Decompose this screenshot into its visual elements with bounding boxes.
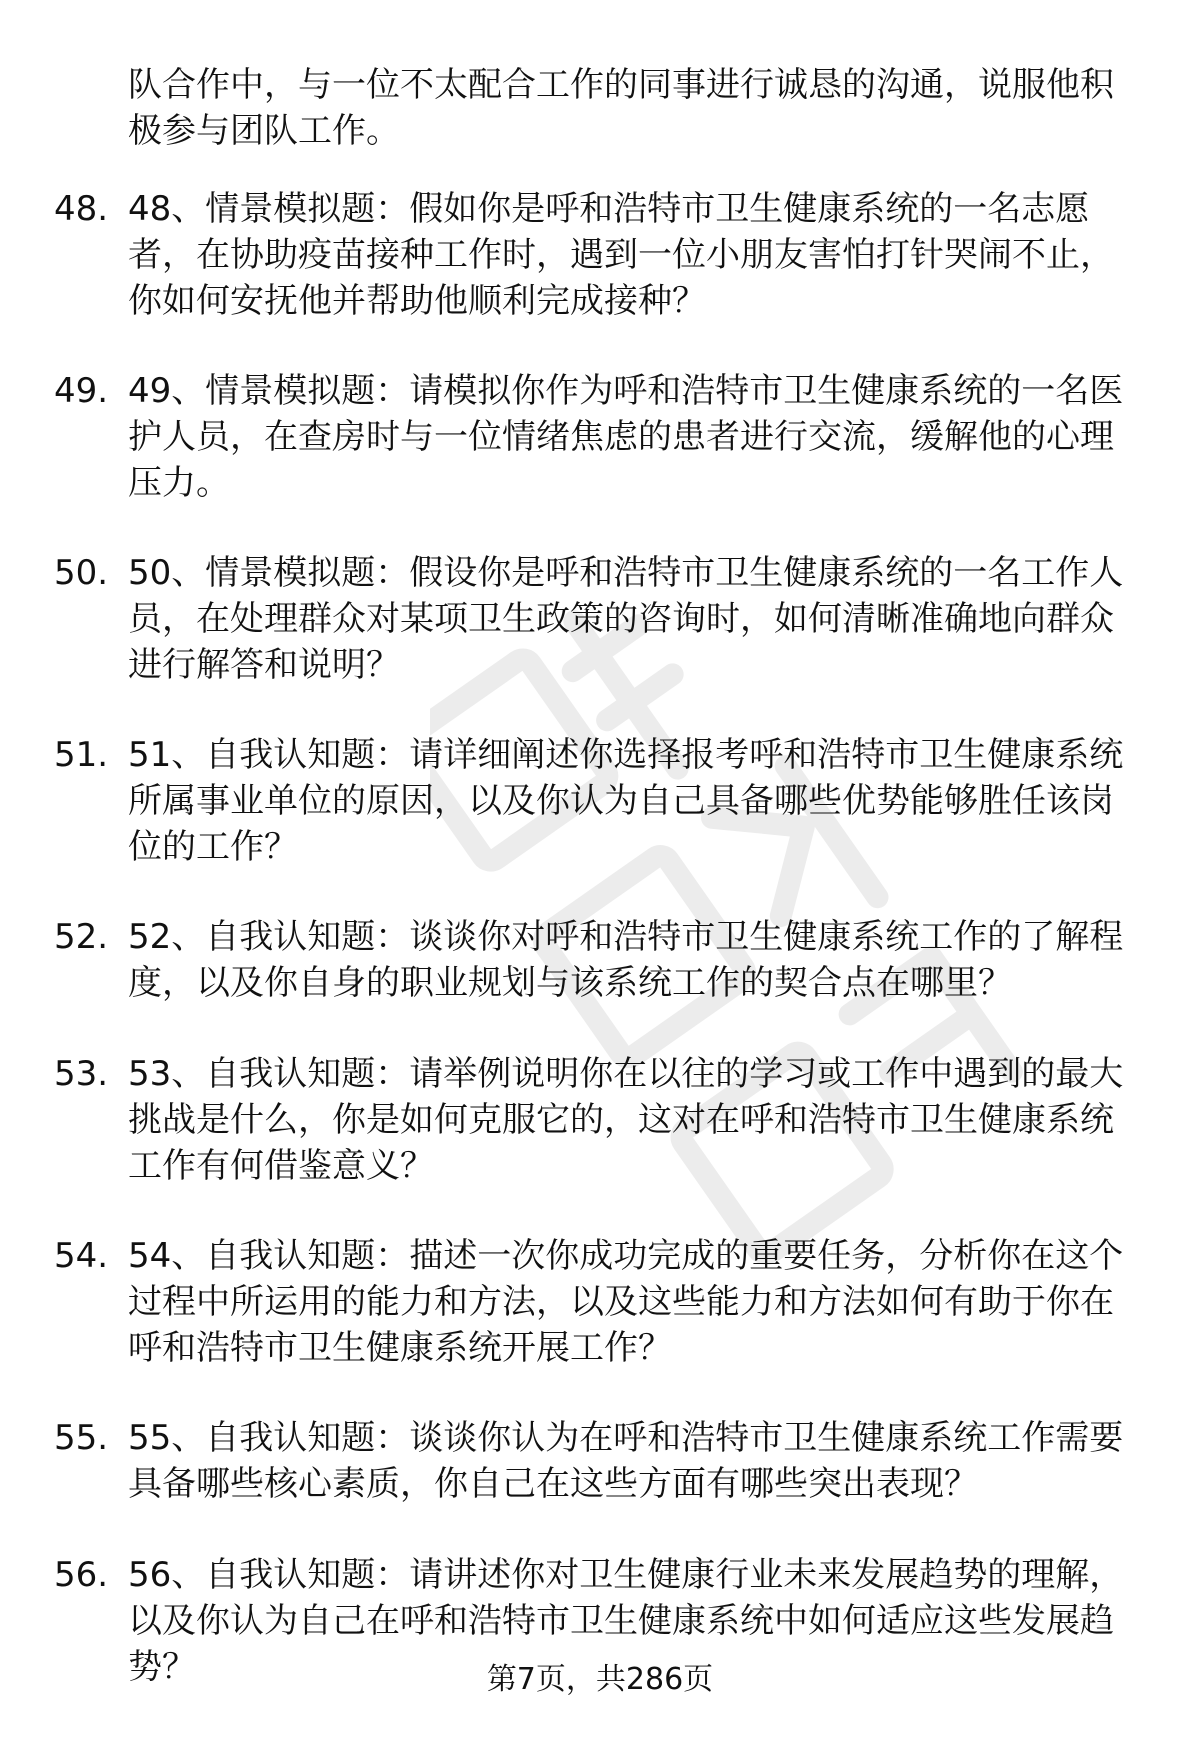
continuation-text: 队合作中，与一位不太配合工作的同事进行诚恳的沟通，说服他积极参与团队工作。 <box>128 65 1114 151</box>
page-number-text: 第7页，共286页 <box>486 1662 714 1697</box>
list-item <box>0 550 1200 732</box>
list-item <box>0 914 1200 1051</box>
question-text: 50、情景模拟题：假设你是呼和浩特市卫生健康系统的一名工作人员，在处理群众对某项卫生政策的咨询时，如何清晰准确地向群众进行解答和说明？ <box>128 553 1124 685</box>
question-number: 48. <box>54 189 109 229</box>
question-number: 51. <box>54 735 109 775</box>
question-text: 49、情景模拟题：请模拟你作为呼和浩特市卫生健康系统的一名医护人员，在查房时与一位情绪焦虑的患者进行交流，缓解他的心理压力。 <box>128 371 1124 503</box>
list-item <box>0 1051 1200 1233</box>
list-item <box>0 1415 1200 1552</box>
question-number: 52. <box>54 917 109 957</box>
question-text: 51、自我认知题：请详细阐述你选择报考呼和浩特市卫生健康系统所属事业单位的原因，以及你认为自己具备哪些优势能够胜任该岗位的工作？ <box>128 735 1124 867</box>
list-item <box>0 732 1200 914</box>
list-item <box>0 1233 1200 1415</box>
question-number: 55. <box>54 1418 109 1458</box>
question-text: 52、自我认知题：谈谈你对呼和浩特市卫生健康系统工作的了解程度，以及你自身的职业规划与该系统工作的契合点在哪里？ <box>128 917 1124 1003</box>
question-number: 53. <box>54 1054 109 1094</box>
question-list <box>0 186 1200 1734</box>
question-text: 55、自我认知题：谈谈你认为在呼和浩特市卫生健康系统工作需要具备哪些核心素质，你自己在这些方面有哪些突出表现？ <box>128 1418 1124 1504</box>
question-number: 54. <box>54 1236 109 1276</box>
list-item <box>0 368 1200 550</box>
question-text: 48、情景模拟题：假如你是呼和浩特市卫生健康系统的一名志愿者，在协助疫苗接种工作时，遇到一位小朋友害怕打针哭闹不止，你如何安抚他并帮助他顺利完成接种？ <box>128 189 1114 321</box>
question-number: 56. <box>54 1555 109 1595</box>
question-number: 50. <box>54 553 109 593</box>
list-item <box>0 186 1200 368</box>
list-item <box>0 1552 1200 1734</box>
question-text: 54、自我认知题：描述一次你成功完成的重要任务，分析你在这个过程中所运用的能力和方法，以及这些能力和方法如何有助于你在呼和浩特市卫生健康系统开展工作？ <box>128 1236 1124 1368</box>
question-number: 49. <box>54 371 109 411</box>
question-text: 56、自我认知题：请讲述你对卫生健康行业未来发展趋势的理解，以及你认为自己在呼和浩特市卫生健康系统中如何适应这些发展趋势？ <box>128 1555 1124 1687</box>
question-text: 53、自我认知题：请举例说明你在以往的学习或工作中遇到的最大挑战是什么，你是如何克服它的，这对在呼和浩特市卫生健康系统工作有何借鉴意义？ <box>128 1054 1124 1186</box>
page-footer <box>0 1660 1200 1700</box>
